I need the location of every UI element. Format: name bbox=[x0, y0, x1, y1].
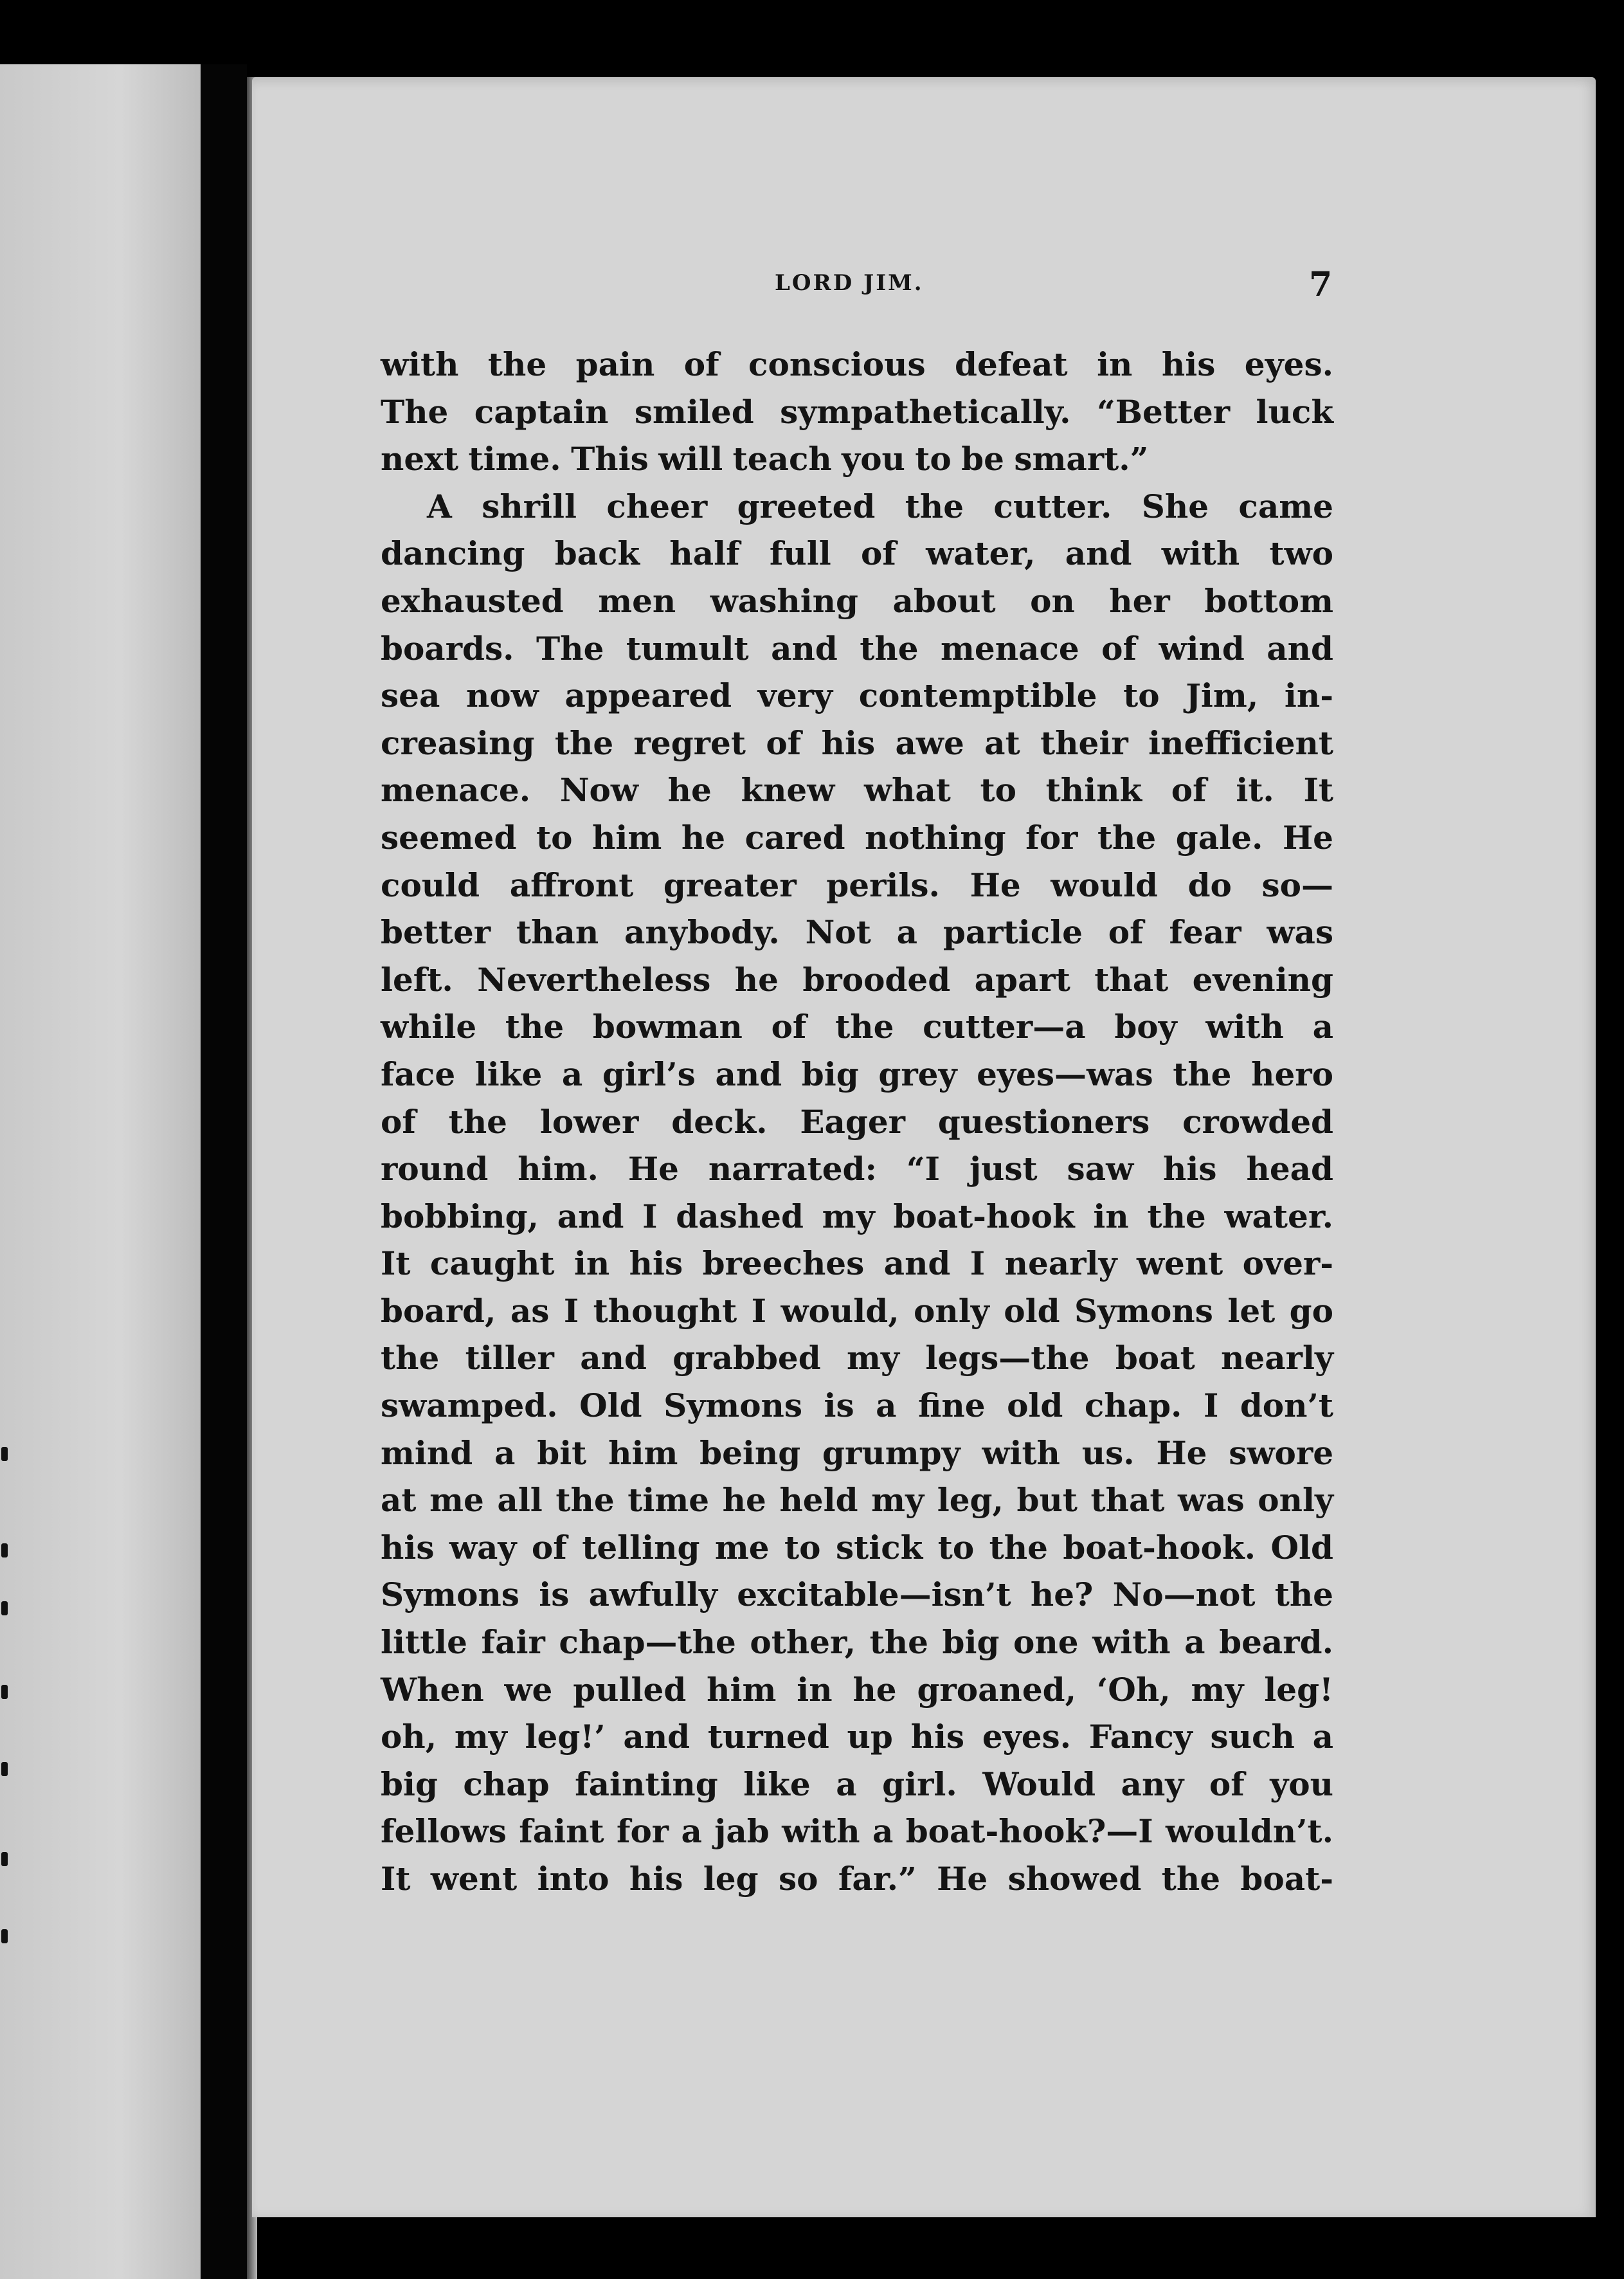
facing-page-left bbox=[0, 64, 201, 2279]
text-line: at me all the time he held my leg, but that was only bbox=[381, 1481, 1333, 1520]
page-number: 7 bbox=[1309, 265, 1333, 304]
text-line: big chap fainting like a girl. Would any of you bbox=[381, 1765, 1333, 1803]
text-line: oh, my leg!’ and turned up his eyes. Fancy such a bbox=[381, 1718, 1333, 1756]
text-line: his way of telling me to stick to the boat-hook. Old bbox=[381, 1528, 1333, 1566]
text-line: face like a girl’s and big grey eyes—was the hero bbox=[381, 1055, 1333, 1093]
margin-ink-mark bbox=[1, 1601, 8, 1615]
margin-ink-mark bbox=[1, 1447, 8, 1461]
running-head-title: LORD JIM. bbox=[775, 270, 924, 296]
text-line: could affront greater perils. He would do so— bbox=[381, 866, 1333, 904]
text-line: dancing back half full of water, and with two bbox=[381, 534, 1333, 573]
body-text bbox=[381, 341, 1333, 1903]
text-line: bobbing, and I dashed my boat-hook in the water. bbox=[381, 1197, 1333, 1235]
paragraph-first-line: A shrill cheer greeted the cutter. She came bbox=[427, 487, 1333, 525]
text-line: little fair chap—the other, the big one with a beard. bbox=[381, 1623, 1333, 1662]
running-head bbox=[0, 265, 1624, 309]
text-line: sea now appeared very contemptible to Jim, in- bbox=[381, 676, 1333, 715]
text-line: with the pain of conscious defeat in his eyes. bbox=[381, 345, 1333, 383]
text-line: next time. This will teach you to be smart.” bbox=[381, 440, 1149, 478]
text-line: The captain smiled sympathetically. “Better luck bbox=[381, 392, 1333, 431]
margin-ink-mark bbox=[1, 1685, 8, 1699]
text-line: the tiller and grabbed my legs—the boat nearly bbox=[381, 1339, 1333, 1377]
text-line: exhausted men washing about on her bottom bbox=[381, 581, 1333, 620]
text-line: round him. He narrated: “I just saw his head bbox=[381, 1150, 1333, 1188]
facing-page-surface bbox=[0, 64, 201, 2279]
book-gutter bbox=[201, 64, 247, 2279]
text-line: It went into his leg so far.” He showed the boat- bbox=[381, 1860, 1333, 1898]
text-line: board, as I thought I would, only old Symons let go bbox=[381, 1291, 1333, 1330]
text-line: fellows faint for a jab with a boat-hook?—I wouldn’t. bbox=[381, 1812, 1333, 1851]
text-line: seemed to him he cared nothing for the gale. He bbox=[381, 818, 1333, 857]
margin-ink-mark bbox=[1, 1929, 8, 1943]
text-line: swamped. Old Symons is a fine old chap. I don’t bbox=[381, 1386, 1333, 1425]
text-line: It caught in his breeches and I nearly went over- bbox=[381, 1244, 1333, 1283]
text-line: mind a bit him being grumpy with us. He swore bbox=[381, 1433, 1333, 1472]
margin-ink-mark bbox=[1, 1852, 8, 1866]
text-line: boards. The tumult and the menace of wind and bbox=[381, 629, 1333, 667]
text-line: When we pulled him in he groaned, ‘Oh, my leg! bbox=[381, 1670, 1333, 1709]
text-line: left. Nevertheless he brooded apart that evening bbox=[381, 960, 1333, 999]
text-line: menace. Now he knew what to think of it. It bbox=[381, 771, 1333, 810]
text-line: creasing the regret of his awe at their inefficient bbox=[381, 723, 1333, 762]
text-line: while the bowman of the cutter—a boy with a bbox=[381, 1008, 1333, 1046]
text-line: better than anybody. Not a particle of fear was bbox=[381, 913, 1333, 952]
margin-ink-mark bbox=[1, 1762, 8, 1776]
text-line: of the lower deck. Eager questioners crowded bbox=[381, 1102, 1333, 1141]
margin-ink-mark bbox=[1, 1543, 8, 1557]
text-line: Symons is awfully excitable—isn’t he? No—not the bbox=[381, 1575, 1333, 1614]
